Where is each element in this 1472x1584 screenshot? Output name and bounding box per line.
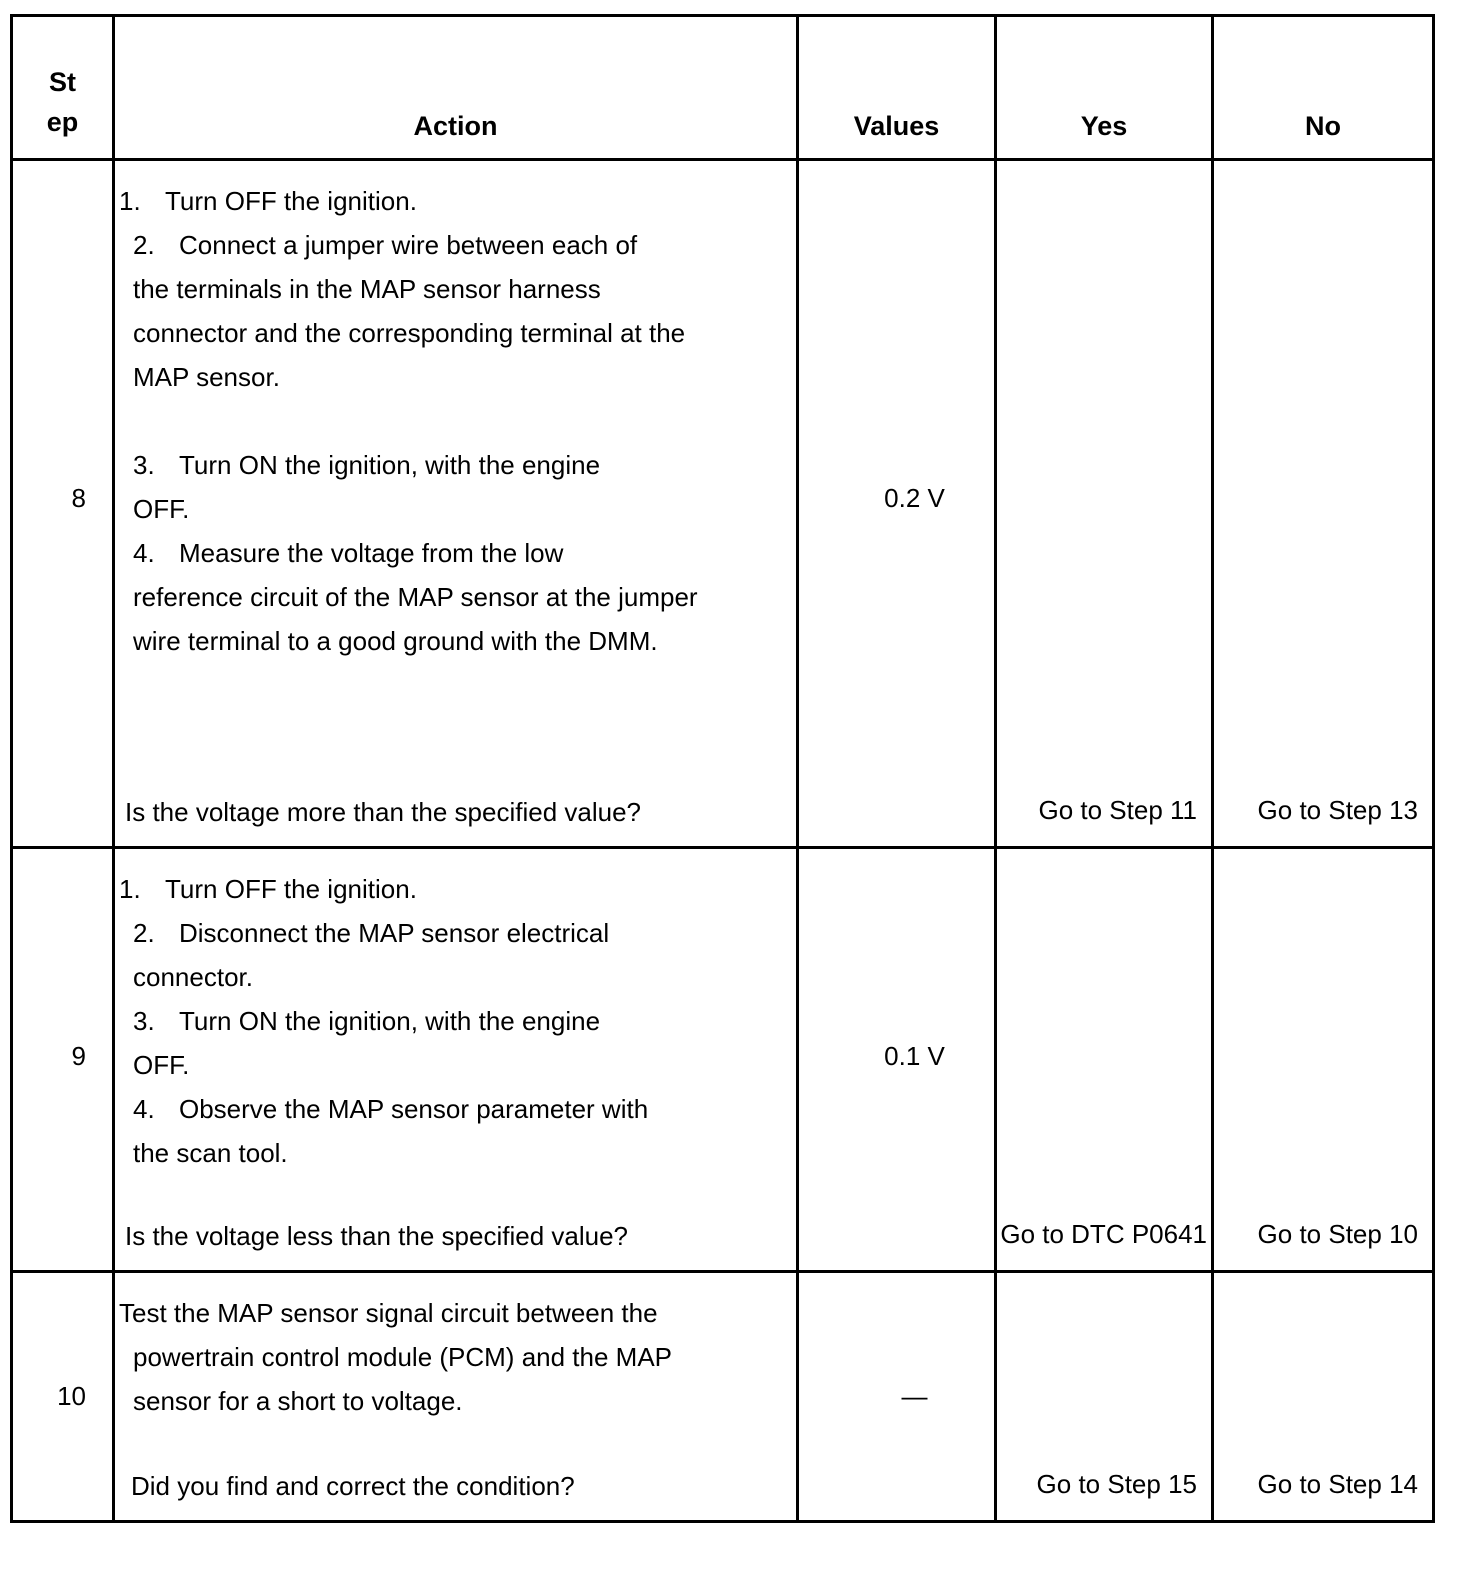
yes-goto: Go to Step 15 <box>1036 1469 1197 1499</box>
action-cell <box>114 1272 798 1522</box>
action-item-4: 4. Observe the MAP sensor parameter with the scan tool. <box>133 1094 649 1168</box>
table-header-row <box>12 16 1434 160</box>
action-item-4: 4. Measure the voltage from the low reference circuit of the MAP sensor at the jumper wire terminal to a good ground with the DMM. <box>133 538 698 656</box>
action-question: Did you find and correct the condition? <box>131 1471 575 1501</box>
spec-value: 0.2 V <box>884 483 945 513</box>
step-cell <box>12 848 114 1272</box>
diagnostic-table-page <box>10 14 1435 1523</box>
no-cell <box>1213 160 1434 848</box>
action-text: Test the MAP sensor signal circuit between the powertrain control module (PCM) and the MAP sensor for a short to voltage. <box>119 1298 673 1416</box>
no-cell <box>1213 1272 1434 1522</box>
value-cell <box>798 1272 996 1522</box>
step-cell <box>12 1272 114 1522</box>
yes-cell <box>996 1272 1213 1522</box>
action-cell <box>114 160 798 848</box>
yes-cell <box>996 160 1213 848</box>
step-cell <box>12 160 114 848</box>
step-number: 9 <box>71 1041 86 1071</box>
step-number: 10 <box>57 1381 86 1411</box>
no-goto: Go to Step 13 <box>1257 795 1418 825</box>
action-instructions <box>119 867 790 1175</box>
action-item-2: 2. Connect a jumper wire between each of the terminals in the MAP sensor harness connector and the corresponding terminal at the MAP sensor. <box>133 230 686 392</box>
action-item-2: 2. Disconnect the MAP sensor electrical connector. <box>133 918 610 992</box>
no-goto: Go to Step 10 <box>1257 1219 1418 1249</box>
action-question: Is the voltage more than the specified value? <box>125 797 641 827</box>
action-instructions <box>119 179 790 663</box>
yes-cell <box>996 848 1213 1272</box>
header-no: No <box>1213 16 1434 160</box>
action-instructions <box>119 1291 790 1423</box>
value-cell <box>798 848 996 1272</box>
table-row-step-10 <box>12 1272 1434 1522</box>
yes-goto: Go to DTC P0641 <box>1000 1219 1207 1249</box>
diagnostic-step-table <box>10 14 1435 1523</box>
spec-value: — <box>901 1381 928 1411</box>
yes-goto: Go to Step 11 <box>1038 795 1197 825</box>
action-item-3: 3. Turn ON the ignition, with the engine OFF. <box>133 450 601 524</box>
no-cell <box>1213 848 1434 1272</box>
action-cell <box>114 848 798 1272</box>
header-step-label: St ep <box>46 67 79 137</box>
table-row-step-9 <box>12 848 1434 1272</box>
action-question: Is the voltage less than the specified value? <box>125 1221 628 1251</box>
no-goto: Go to Step 14 <box>1257 1469 1418 1499</box>
table-row-step-8 <box>12 160 1434 848</box>
step-number: 8 <box>71 483 86 513</box>
action-item-3: 3. Turn ON the ignition, with the engine OFF. <box>133 1006 601 1080</box>
value-cell <box>798 160 996 848</box>
header-yes: Yes <box>996 16 1213 160</box>
header-values: Values <box>798 16 996 160</box>
header-step <box>12 16 114 160</box>
header-action: Action <box>114 16 798 160</box>
action-item-1: 1. Turn OFF the ignition. <box>119 874 417 904</box>
action-item-1: 1. Turn OFF the ignition. <box>119 186 417 216</box>
spec-value: 0.1 V <box>884 1041 945 1071</box>
